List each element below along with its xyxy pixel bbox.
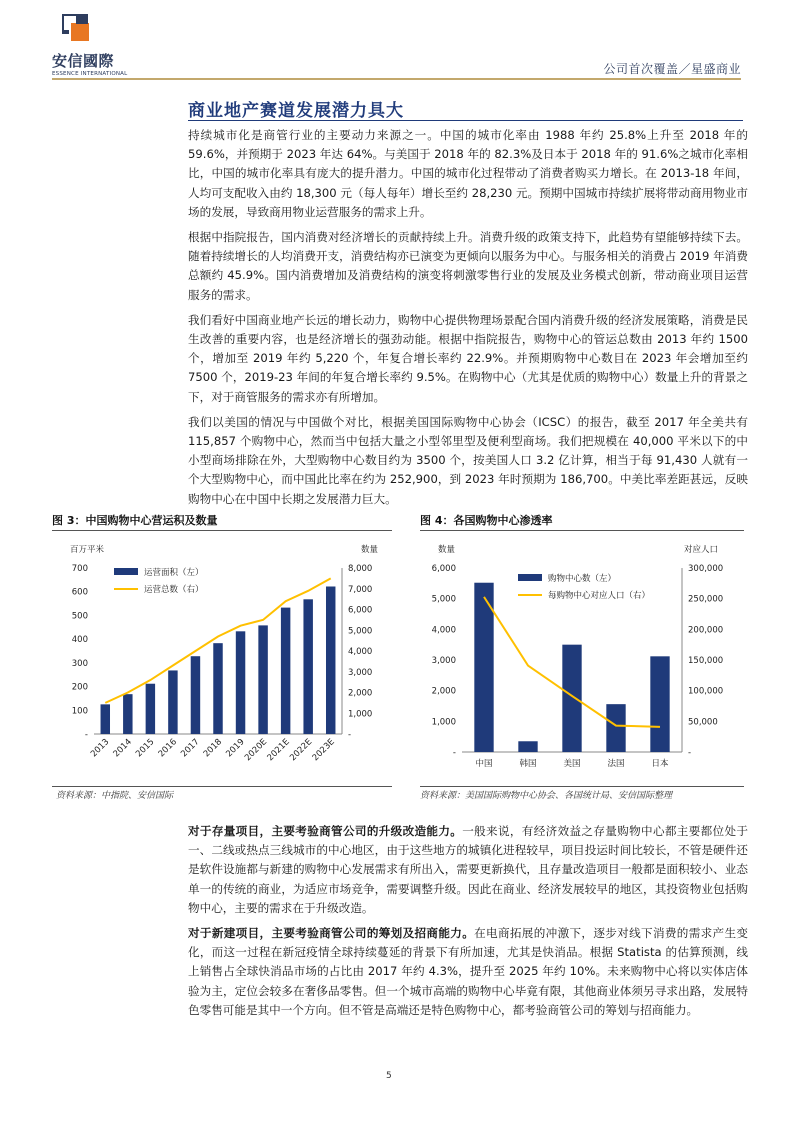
- left-axis-title: 百万平米: [70, 545, 105, 555]
- left-tick-label: 6,000: [431, 564, 456, 574]
- right-tick-label: -: [348, 730, 352, 740]
- right-tick-label: 150,000: [688, 656, 724, 666]
- category-label: 法国: [607, 759, 625, 769]
- right-tick-label: 300,000: [688, 564, 724, 574]
- figure-4-source: 资料来源：美国国际购物中心协会、各国统计局、安信国际整理: [420, 791, 673, 801]
- right-tick-label: 200,000: [688, 625, 724, 636]
- section-title: 商业地产赛道发展潜力具大: [188, 101, 404, 121]
- category-label: 中国: [475, 759, 493, 769]
- right-tick-label: 6,000: [348, 605, 373, 616]
- paragraph-existing-projects: [188, 822, 748, 918]
- left-tick-label: 300: [71, 658, 88, 669]
- paragraph-new-projects-lead: 对于新建项目，主要考验商管公司的筹划及招商能力。: [188, 926, 475, 941]
- figure-3-bottom-rule: [52, 786, 392, 787]
- left-tick-label: 600: [71, 587, 88, 598]
- figure-4-chart: [420, 536, 744, 784]
- left-tick-label: 500: [71, 611, 88, 622]
- right-tick-label: 1,000: [348, 709, 373, 720]
- category-label: 日本: [651, 759, 669, 769]
- right-axis-title: 对应人口: [683, 545, 718, 555]
- left-tick-label: -: [452, 748, 456, 758]
- legend-bar-label: 购物中心数（左）: [548, 574, 617, 584]
- legend-line-label: 每购物中心对应人口（右）: [548, 591, 651, 601]
- bar-购物中心数（左）: [650, 656, 669, 752]
- bar-运营面积（左）: [236, 631, 245, 734]
- legend-bar-swatch: [114, 568, 138, 575]
- bar-运营面积（左）: [281, 608, 290, 734]
- paragraph-existing-projects-lead: 对于存量项目，主要考验商管公司的升级改造能力。: [188, 824, 463, 838]
- category-label: 2018: [201, 737, 225, 760]
- right-tick-label: 7,000: [348, 584, 373, 595]
- paragraph-us-comparison: 我们以美国的情况与中国做个对比，根据美国国际购物中心协会（ICSC）的报告，截至 2017 年全美共有 115,857 个购物中心，然而当中包括大量之小型邻里型及便利型商场。我们把规模在 40,000 平米以下的中小型商场排除在外，大型购物中心数目约为 3500 个，按美国人口 3.2 亿计算，相当于每 91,430 人就有一个大型购物中心，而中国此比率在约为 252,900，到 2023 年时预期为 186,700。中美比率差距甚远，反映购物中心在中国中长期之发展潜力巨大。: [188, 414, 748, 506]
- logo-text-en: ESSENCE INTERNATIONAL: [52, 71, 128, 77]
- figure-3-source: 资料来源：中指院、安信国际: [56, 791, 174, 801]
- category-label: 2014: [111, 737, 134, 760]
- category-label: 2021E: [265, 737, 292, 764]
- category-label: 美国: [563, 759, 581, 769]
- left-tick-label: 5,000: [431, 594, 456, 605]
- paragraph-consumption: 根据中指院报告，国内消费对经济增长的贡献持续上升。消费升级的政策支持下，此趋势有望能够持续下去。随着持续增长的人均消费开支，消费结构亦已演变为更倾向以服务为中心。与服务相关的消费占 2019 年消费总额约 45.9%。国内消费增加及消费结构的演变将刺激零售行业的发展及业务模式创新，带动商业项目运营服务的需求。: [188, 230, 748, 302]
- left-tick-label: 100: [71, 706, 88, 717]
- category-label: 2019: [224, 737, 247, 760]
- right-tick-label: 3,000: [348, 667, 373, 678]
- category-label: 2023E: [310, 737, 337, 764]
- figure-4-top-rule: [420, 530, 744, 531]
- left-tick-label: 1,000: [431, 717, 456, 728]
- paragraph-existing-projects-body: 一般来说，有经济效益之存量购物中心都主要都位处于一、二线或热点三线城市的中心地区，由于这些地方的城镇化进程较早，项目投运时间比较长，不管是硬件还是软件设施都与新建的购物中心发展需求有所出入，需要更新换代，且存量改造项目一般都是面积较小、业态单一的传统的商业，为适应市场竞争，需要调整升级。因此在商业、经济发展较早的地区，其投资物业包括购物中心，主要的需求在于升级改造。: [188, 824, 748, 915]
- right-tick-label: 50,000: [688, 717, 718, 728]
- right-tick-label: 4,000: [348, 647, 373, 657]
- category-label: 2022E: [288, 737, 315, 764]
- logo-mark-icon: [62, 14, 102, 46]
- legend-line-label: 运营总数（右）: [144, 585, 204, 595]
- left-tick-label: 4,000: [431, 625, 456, 636]
- body-text-lower: [188, 822, 748, 1026]
- page-number: 5: [386, 1071, 392, 1081]
- right-tick-label: 100,000: [688, 686, 724, 697]
- legend-bar-swatch: [518, 574, 542, 581]
- document-label: 公司首次覆盖／星盛商业: [603, 62, 741, 76]
- bar-运营面积（左）: [303, 599, 312, 734]
- paragraph-new-projects: [188, 924, 748, 1020]
- bar-运营面积（左）: [146, 684, 155, 734]
- figure-3-title: 图 3：中国购物中心营运积及数量: [52, 514, 218, 527]
- left-axis-title: 数量: [438, 545, 456, 555]
- left-tick-label: -: [84, 730, 88, 740]
- right-tick-label: 250,000: [688, 594, 724, 605]
- header-divider: [52, 78, 741, 80]
- logo-text-zh: 安信國際: [52, 52, 115, 70]
- bar-运营面积（左）: [258, 625, 267, 734]
- figure-3-chart: [52, 536, 392, 784]
- category-label: 2013: [89, 737, 112, 760]
- company-logo: [52, 14, 128, 77]
- category-label: 2017: [179, 737, 202, 760]
- bar-购物中心数（左）: [562, 645, 581, 752]
- section-divider: [188, 120, 743, 121]
- left-tick-label: 3,000: [431, 656, 456, 666]
- bar-购物中心数（左）: [606, 704, 625, 752]
- left-tick-label: 700: [71, 564, 88, 574]
- bar-运营面积（左）: [123, 694, 132, 734]
- body-text-upper: [188, 126, 748, 515]
- category-label: 韩国: [519, 759, 537, 769]
- left-tick-label: 400: [71, 635, 88, 646]
- category-label: 2016: [156, 737, 180, 760]
- bar-运营面积（左）: [213, 643, 222, 734]
- paragraph-new-projects-body: 在电商拓展的冲激下，逐步对线下消费的需求产生变化，而这一过程在新冠疫情全球持续蔓延的背景下有所加速，尤其是快消品。根据 Statista 的估算预测，线上销售占全球快消品市场的占比由 2017 年约 4.3%，提升至 2025 年约 10%。未来购物中心将以实体店体验为主，定位会较多在奢侈品零售。但一个城市高端的购物中心毕竟有限，其他商业体须另寻求出路，发展特色零售可能是其中一个方向。但不管是高端还是特色购物中心，都考验商管公司的筹划与招商能力。: [188, 926, 748, 1017]
- right-tick-label: -: [688, 748, 692, 758]
- bar-运营面积（左）: [191, 656, 200, 734]
- left-tick-label: 200: [71, 682, 88, 693]
- category-label: 2015: [134, 737, 157, 760]
- bar-运营面积（左）: [101, 704, 110, 734]
- paragraph-urbanization: 持续城市化是商管行业的主要动力来源之一。中国的城市化率由 1988 年约 25.8%上升至 2018 年的 59.6%，并预期于 2023 年达 64%。与美国于 2018 年的 82.3%及日本于 2018 年的 91.6%之城市化率相比，中国的城市化率具有庞大的提升潜力。中国的城市化过程带动了消费者购买力增长。在 2013-18 年间，人均可支配收入由约 18,300 元（每人每年）增长至约 28,230 元。预期中国城市持续扩展将带动商用物业市场的发展，导致商用物业运营服务的需求上升。: [188, 128, 748, 219]
- bar-购物中心数（左）: [518, 741, 537, 752]
- figure-3-top-rule: [52, 530, 392, 531]
- legend-bar-label: 运营面积（左）: [144, 568, 204, 578]
- right-tick-label: 8,000: [348, 564, 373, 574]
- category-label: 2020E: [243, 737, 270, 764]
- figure-4-title: 图 4：各国购物中心渗透率: [420, 514, 553, 527]
- bar-运营面积（左）: [168, 670, 177, 734]
- right-tick-label: 2,000: [348, 688, 373, 699]
- paragraph-growth: 我们看好中国商业地产长远的增长动力，购物中心提供物理场景配合国内消费升级的经济发展策略，消费是民生改善的重要内容，也是经济增长的强劲动能。根据中指院报告，购物中心的管运总数由 2013 年约 1500 个，增加至 2019 年约 5,220 个，年复合增长率约 22.9%。并预期购物中心数目在 2023 年会增加至约 7500 个，2019-23 年间的年复合增长率约 9.5%。在购物中心（尤其是优质的购物中心）数量上升的背景之下，对于商管服务的需求亦有所增加。: [188, 312, 748, 404]
- bar-运营面积（左）: [326, 586, 335, 734]
- right-tick-label: 5,000: [348, 626, 373, 637]
- left-tick-label: 2,000: [431, 686, 456, 697]
- right-axis-title: 数量: [360, 545, 378, 555]
- figure-4-bottom-rule: [420, 786, 744, 787]
